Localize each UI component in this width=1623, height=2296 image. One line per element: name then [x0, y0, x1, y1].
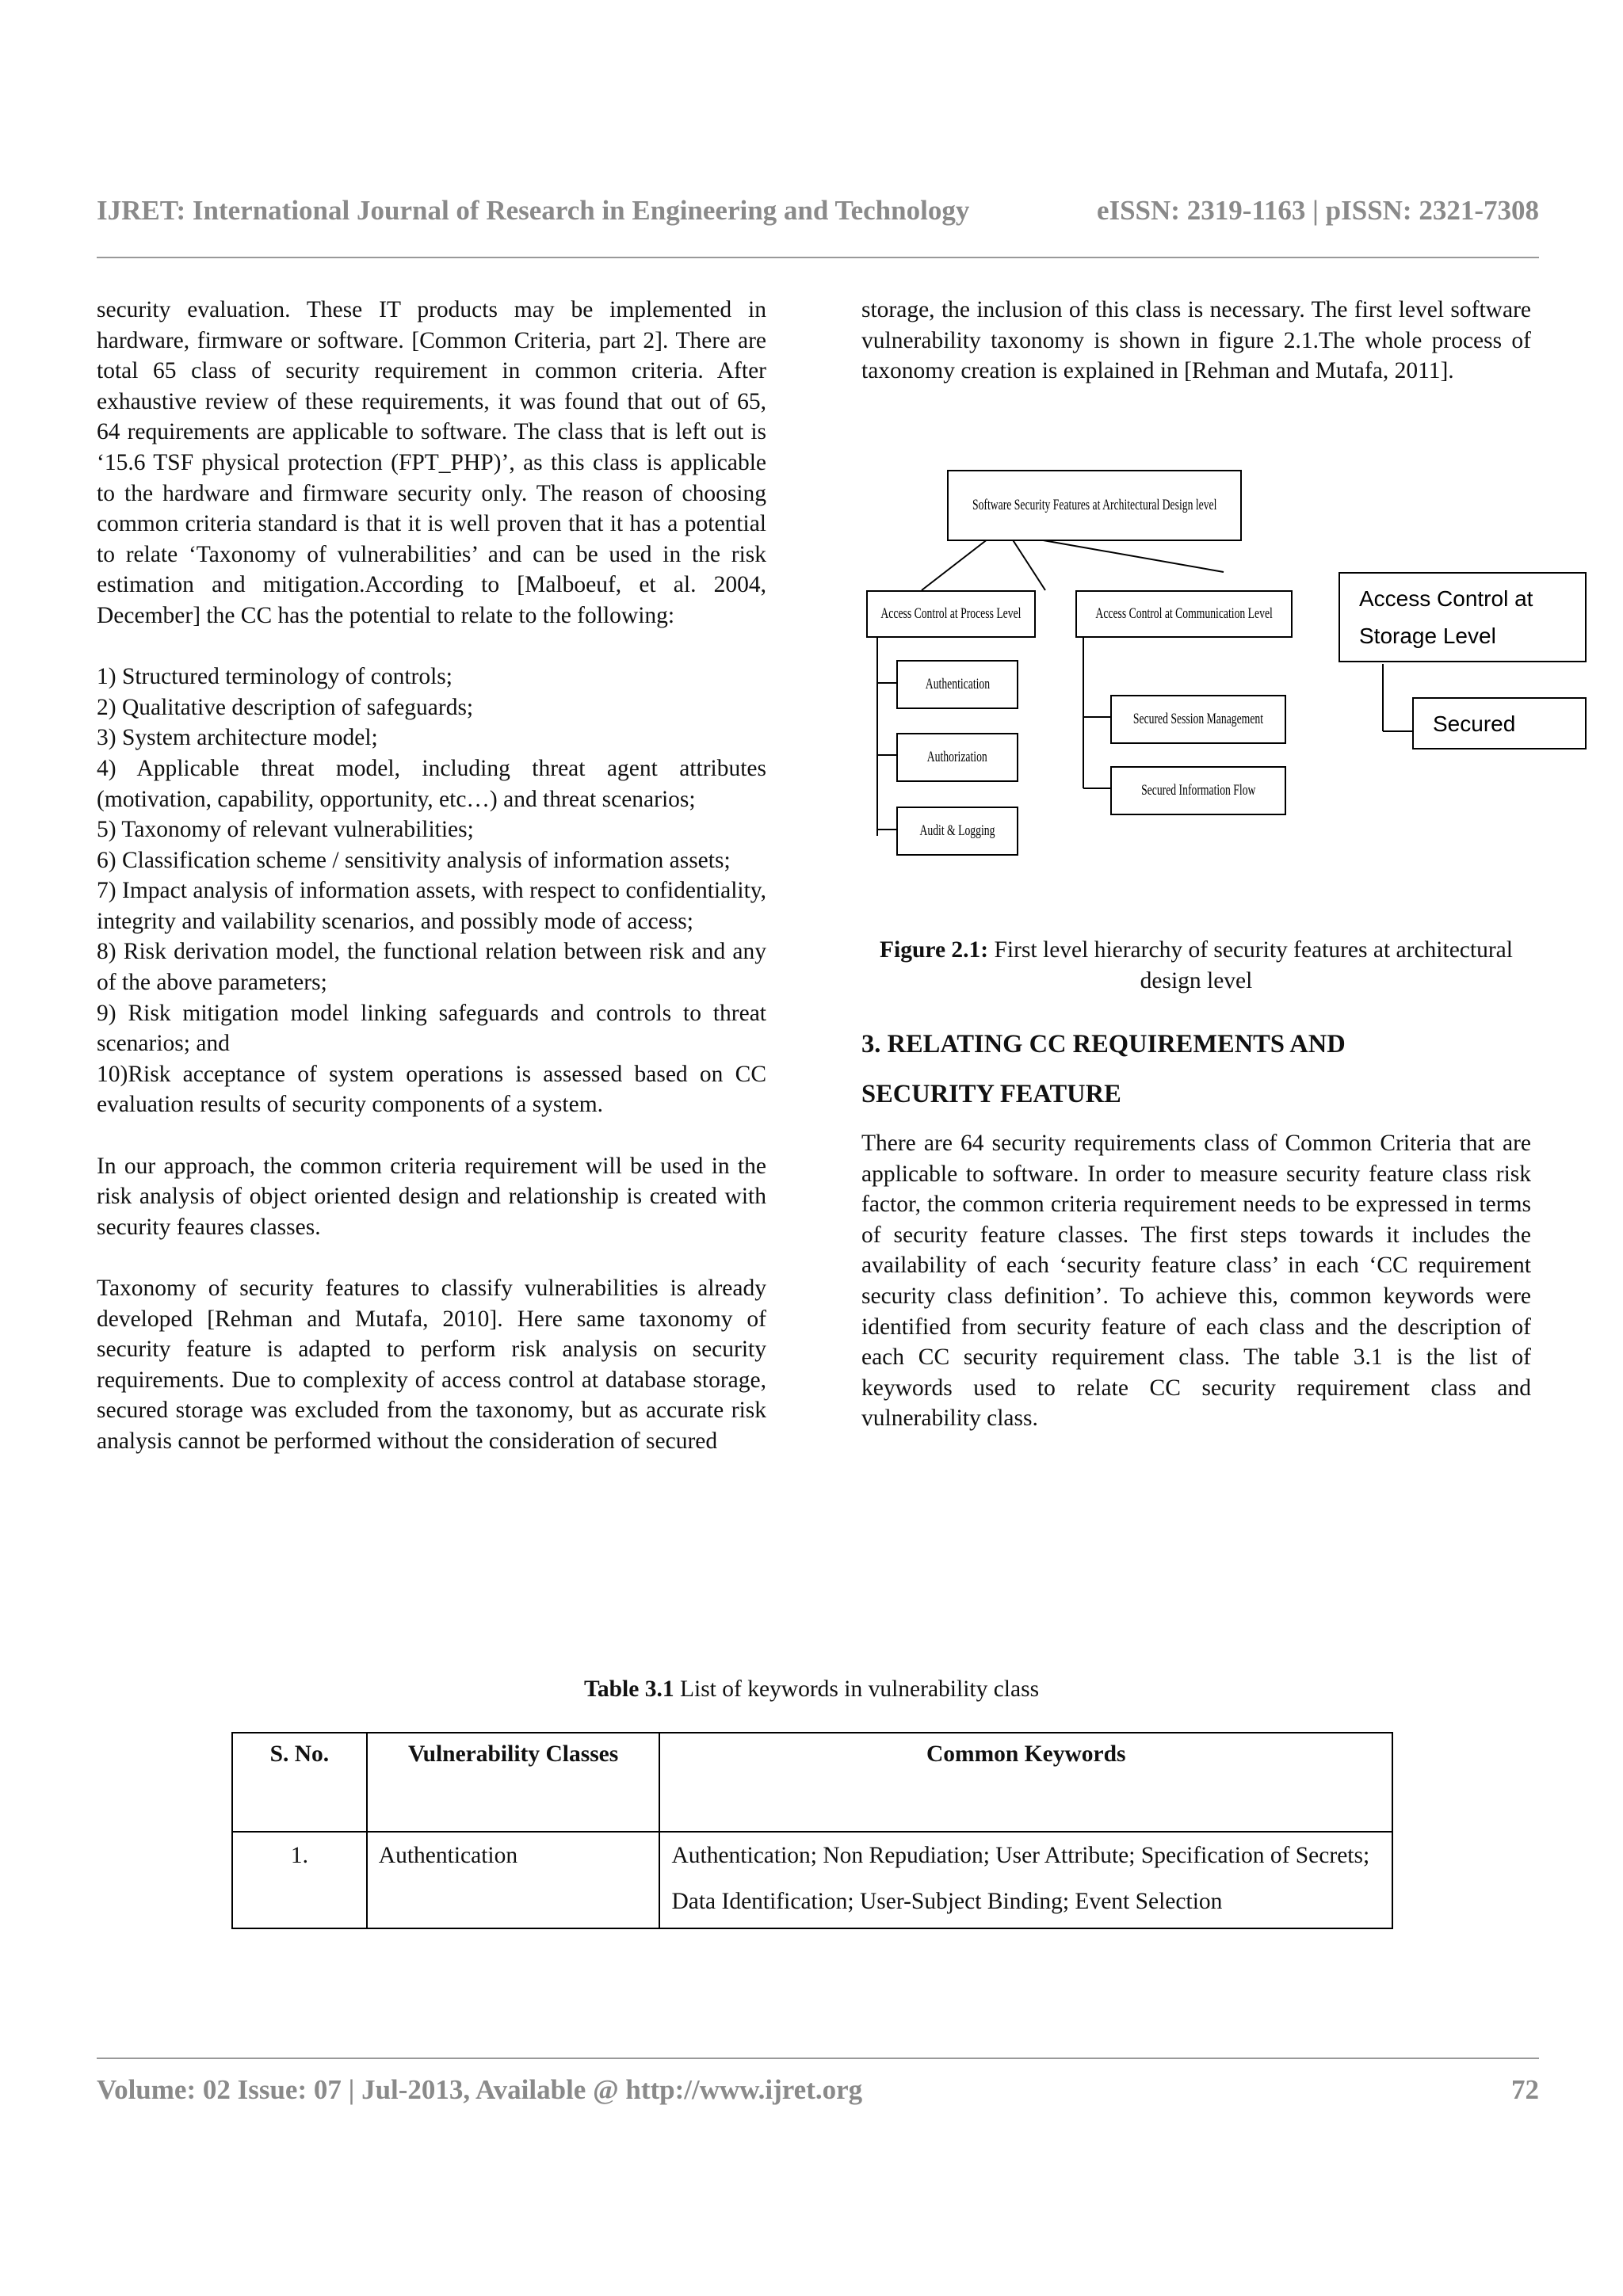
root-node: Software Security Features at Architectural Design level: [947, 470, 1242, 541]
journal-title: IJRET: International Journal of Research in Engineering and Technology: [97, 195, 970, 226]
list-item: 10)Risk acceptance of system operations is assessed based on CC evaluation results of security components of a system.: [97, 1061, 766, 1118]
column-header: S. No.: [232, 1733, 367, 1832]
audit-logging-node: Audit & Logging: [896, 807, 1018, 856]
list-item: 8) Risk derivation model, the functional relation between risk and any of the above parameters;: [97, 939, 766, 996]
section-3-body: There are 64 security requirements class of Common Criteria that are applicable to software. In order to measure security feature class risk factor, the common criteria requirement needs to be expressed in terms of security feature classes. The first steps towards it includes the availability of each ‘security feature class’ in each ‘CC requirement security class definition’. To achieve this, common keywords were identified from security feature of each class and the description of each CC security requirement class. The table 3.1 is the list of keywords used to relate CC security requirement class and vulnerability class.: [861, 1131, 1531, 1432]
list-item: 9) Risk mitigation model linking safeguards and controls to threat scenarios; and: [97, 1000, 766, 1057]
figure-caption: [861, 935, 1531, 996]
figure-caption-text: First level hierarchy of security features at architectural design level: [994, 937, 1513, 994]
table-header-row: [232, 1733, 1392, 1832]
left-paragraph-2: In our approach, the common criteria requirement will be used in the risk analysis of object oriented design and relationship is created with security feaures classes.: [97, 1153, 766, 1240]
table-row: [232, 1832, 1392, 1928]
section-heading-line-1: 3. RELATING CC REQUIREMENTS AND: [861, 1030, 1346, 1058]
page-footer: [97, 2074, 1539, 2106]
list-item: 4) Applicable threat model, including threat agent attributes (motivation, capability, opportunity, etc…) and threat scenarios;: [97, 755, 766, 812]
session-management-node: Secured Session Management: [1110, 695, 1286, 744]
list-item: 2) Qualitative description of safeguards;: [97, 694, 474, 720]
cell-keywords: Authentication; Non Repudiation; User Attribute; Specification of Secrets; Data Identification; User-Subject Binding; Event Selection: [659, 1832, 1392, 1928]
list-item: 1) Structured terminology of controls;: [97, 664, 453, 690]
list-item: 5) Taxonomy of relevant vulnerabilities;: [97, 817, 474, 843]
issn: eISSN: 2319-1163 | pISSN: 2321-7308: [1096, 195, 1539, 226]
authorization-node: Authorization: [896, 733, 1018, 782]
authentication-node: Authentication: [896, 660, 1018, 709]
information-flow-node: Secured Information Flow: [1110, 766, 1286, 815]
left-paragraph-1: security evaluation. These IT products may be implemented in hardware, firmware or software. [Common Criteria, part 2]. There are total 65 class of security requirement in common criteria. After exhaustive review of these requirements, it was found that out of 65, 64 requirements are applicable to software. The class that is left out is ‘15.6 TSF physical protection (FPT_PHP)’, as this class is applicable to the hardware and firmware security only. The reason of choosing common criteria standard is that it is well proven that it has a potential to relate ‘Taxonomy of vulnerabilities’ and can be used in the risk estimation and mitigation.According to [Malboeuf, et al. 2004, December] the CC has the potential to relate to the following:: [97, 297, 766, 628]
footer-divider: [97, 2058, 1539, 2059]
column-header: Common Keywords: [659, 1733, 1392, 1832]
secured-node: Secured: [1412, 697, 1587, 749]
cell-vulnerability-class: Authentication: [367, 1832, 660, 1928]
list-item: 7) Impact analysis of information assets, with respect to confidentiality, integrity and vailability scenarios, and possibly mode of access;: [97, 878, 766, 934]
keywords-table: [231, 1732, 1393, 1929]
table-caption-label: Table 3.1: [583, 1676, 674, 1702]
process-level-node: Access Control at Process Level: [866, 590, 1036, 638]
left-paragraph-3: Taxonomy of security features to classify vulnerabilities is already developed [Rehman and Mutafa, 2010]. Here same taxonomy of security feature is adapted to perform risk analysis on security requirements. Due to complexity of access control at database storage, secured storage was excluded from the taxonomy, but as accurate risk analysis cannot be performed without the consideration of secured: [97, 1276, 766, 1454]
storage-level-node: Access Control at Storage Level: [1338, 572, 1587, 662]
figure-hierarchy-diagram: [861, 463, 1587, 875]
section-heading-line-2: SECURITY FEATURE: [861, 1080, 1121, 1108]
header-divider: [97, 257, 1539, 258]
table-caption-text: List of keywords in vulnerability class: [679, 1676, 1040, 1702]
page-number: 72: [1511, 2074, 1539, 2105]
page-header: [97, 195, 1539, 235]
left-column: [97, 295, 766, 1457]
table-caption: [0, 1676, 1623, 1703]
footer-volume-info: Volume: 02 Issue: 07 | Jul-2013, Available @ http://www.ijret.org: [97, 2074, 863, 2105]
right-paragraph-1: storage, the inclusion of this class is necessary. The first level software vulnerability taxonomy is shown in figure 2.1.The whole process of taxonomy creation is explained in [Rehman and Mutafa, 2011].: [861, 297, 1531, 384]
list-item: 3) System architecture model;: [97, 725, 378, 751]
column-header: Vulnerability Classes: [367, 1733, 660, 1832]
list-item: 6) Classification scheme / sensitivity analysis of information assets;: [97, 847, 731, 873]
cell-serial: 1.: [232, 1832, 367, 1928]
communication-level-node: Access Control at Communication Level: [1075, 590, 1293, 638]
right-column: [861, 295, 1531, 387]
cc-relations-list: [97, 662, 766, 1120]
figure-caption-label: Figure 2.1:: [880, 937, 989, 963]
